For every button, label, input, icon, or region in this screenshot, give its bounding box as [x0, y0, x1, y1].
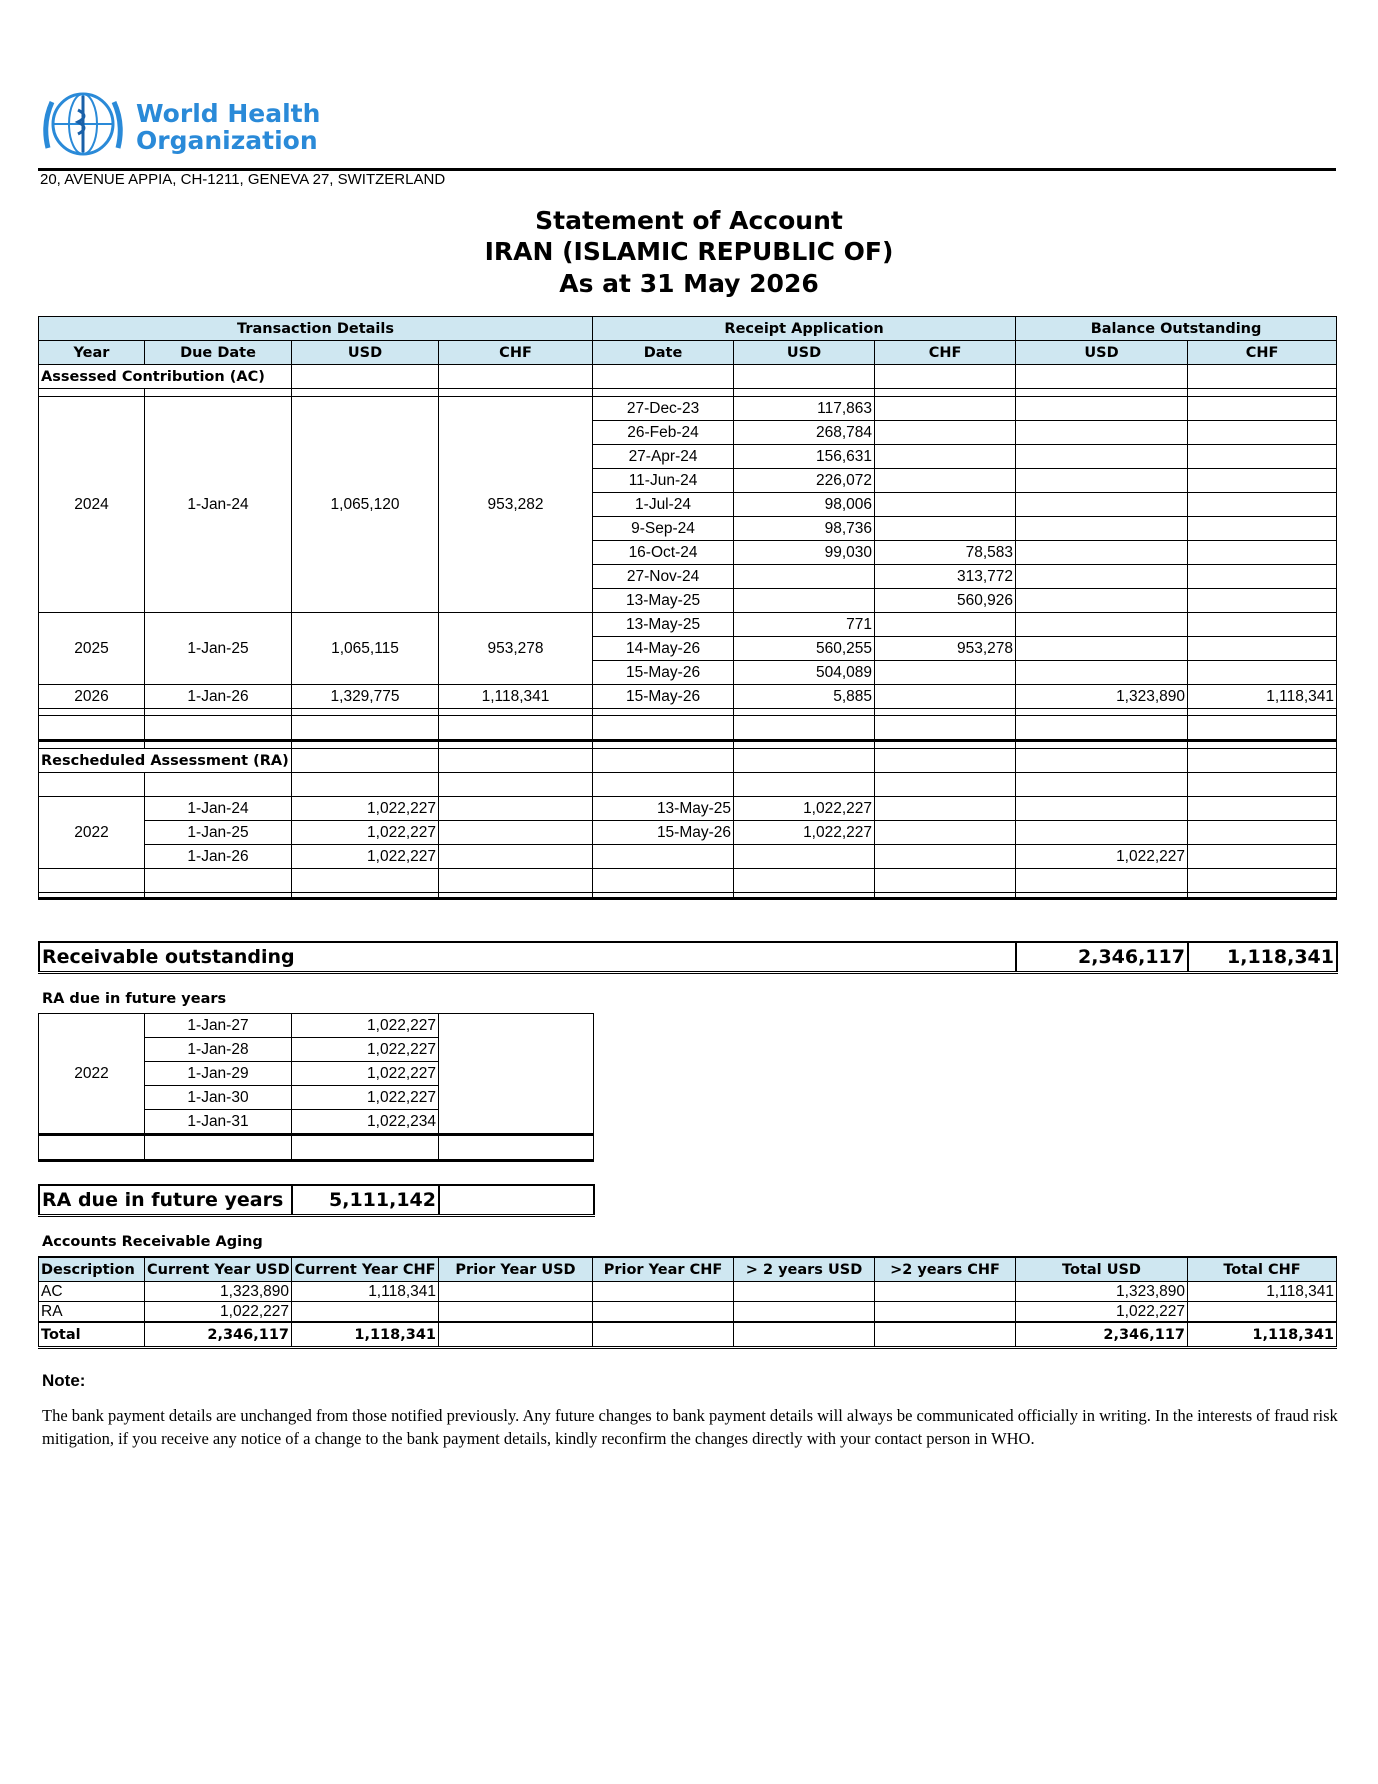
- receipt-chf: [875, 493, 1016, 517]
- assessed-chf-cell: 953,278: [439, 613, 593, 685]
- due-date-cell: 1-Jan-29: [145, 1062, 292, 1086]
- receipt-usd: 1,022,227: [734, 797, 875, 821]
- spacer-row: [39, 389, 1337, 397]
- col-header: Current Year USD: [145, 1257, 292, 1282]
- due-date-cell: 1-Jan-24: [145, 797, 292, 821]
- receipt-chf: [875, 613, 1016, 637]
- receipt-chf: [875, 421, 1016, 445]
- spacer-row: [39, 1135, 594, 1161]
- spacer-row: [39, 893, 1337, 899]
- balance-usd: [1016, 397, 1188, 421]
- receipt-usd: 560,255: [734, 637, 875, 661]
- receipt-usd: [734, 845, 875, 869]
- receipt-date: 16-Oct-24: [593, 541, 734, 565]
- amount-usd: 1,022,227: [292, 1014, 439, 1038]
- address: 20, AVENUE APPIA, CH-1211, GENEVA 27, SWITZERLAND: [40, 171, 446, 188]
- receipt-date: 13-May-25: [593, 613, 734, 637]
- receipt-date: 15-May-26: [593, 661, 734, 685]
- spacer-row: [39, 773, 1337, 797]
- aging-total-cell: [439, 1322, 593, 1348]
- receipt-chf: [875, 445, 1016, 469]
- receipt-usd: [734, 565, 875, 589]
- col-header: Date: [593, 341, 734, 365]
- amount-usd: 1,022,227: [292, 1062, 439, 1086]
- col-header: Description: [39, 1257, 145, 1282]
- col-header: Prior Year CHF: [593, 1257, 734, 1282]
- due-date-cell: 1-Jan-26: [145, 845, 292, 869]
- due-date-cell: 1-Jan-25: [145, 613, 292, 685]
- due-date-cell: 1-Jan-30: [145, 1086, 292, 1110]
- receipt-chf: 953,278: [875, 637, 1016, 661]
- page-title: Statement of Account: [535, 206, 843, 235]
- assessed-usd-cell: 1,329,775: [292, 685, 439, 709]
- country-name: IRAN (ISLAMIC REPUBLIC OF): [484, 237, 894, 266]
- table-row: [39, 397, 1337, 421]
- due-date-cell: 1-Jan-27: [145, 1014, 292, 1038]
- col-header: Current Year CHF: [292, 1257, 439, 1282]
- ra-future-table: [38, 1013, 594, 1162]
- receipt-chf: 313,772: [875, 565, 1016, 589]
- aging-cell: 1,118,341: [1188, 1282, 1337, 1302]
- receivable-outstanding-row: [39, 942, 1337, 973]
- aging-desc: AC: [39, 1282, 145, 1302]
- section-row-ac: [39, 365, 1337, 389]
- receipt-usd: 268,784: [734, 421, 875, 445]
- section-label-ra: Rescheduled Assessment (RA): [39, 749, 292, 773]
- receipt-chf: 78,583: [875, 541, 1016, 565]
- org-name-line2: Organization: [136, 126, 318, 155]
- receipt-chf: 560,926: [875, 589, 1016, 613]
- amount-usd: 1,022,234: [292, 1110, 439, 1135]
- aging-total-cell: 2,346,117: [1016, 1322, 1188, 1348]
- year-cell: 2026: [39, 685, 145, 709]
- receipt-usd: 99,030: [734, 541, 875, 565]
- year-cell: 2022: [39, 797, 145, 869]
- receipt-date: 11-Jun-24: [593, 469, 734, 493]
- col-header: CHF: [439, 341, 593, 365]
- receipt-usd: 5,885: [734, 685, 875, 709]
- ra-future-total-label: RA due in future years: [39, 1185, 292, 1216]
- receipt-date: 15-May-26: [593, 821, 734, 845]
- group-header-row: [39, 317, 1337, 341]
- assessed-usd-cell: 1,022,227: [292, 845, 439, 869]
- assessed-usd-cell: 1,022,227: [292, 797, 439, 821]
- aging-row-ac: [39, 1282, 1337, 1302]
- assessed-chf-cell: 953,282: [439, 397, 593, 613]
- section-row-ra: [39, 749, 1337, 773]
- table-row: [39, 797, 1337, 821]
- receipt-date: 26-Feb-24: [593, 421, 734, 445]
- due-date-cell: 1-Jan-24: [145, 397, 292, 613]
- ra-future-total-table: [38, 1184, 595, 1217]
- ra-future-total-row: [39, 1185, 594, 1216]
- aging-total-label: Total: [39, 1322, 145, 1348]
- note-text: The bank payment details are unchanged from those notified previously. Any future changes to bank payment details will always be communicated officially in writing. In the interests of fraud risk mitigation, if you receive any notice of a change to the bank payment details, kindly reconfirm the changes directly with your contact person in WHO.: [42, 1406, 1338, 1448]
- receipt-date: 27-Dec-23: [593, 397, 734, 421]
- aging-cell: [734, 1282, 875, 1302]
- table-row: [39, 1014, 594, 1038]
- receipt-usd: 98,006: [734, 493, 875, 517]
- col-header: >2 years CHF: [875, 1257, 1016, 1282]
- receipt-date: 13-May-25: [593, 589, 734, 613]
- receipt-usd: 156,631: [734, 445, 875, 469]
- assessed-usd-cell: 1,065,115: [292, 613, 439, 685]
- year-cell: 2024: [39, 397, 145, 613]
- column-header-row: [39, 341, 1337, 365]
- note-title: Note:: [42, 1371, 86, 1390]
- table-row: [39, 821, 1337, 845]
- receivable-label: Receivable outstanding: [39, 942, 1016, 973]
- receipt-date: 9-Sep-24: [593, 517, 734, 541]
- col-header: CHF: [875, 341, 1016, 365]
- balance-chf: 1,118,341: [1188, 685, 1337, 709]
- amount-usd: 1,022,227: [292, 1038, 439, 1062]
- assessed-usd-cell: 1,022,227: [292, 821, 439, 845]
- due-date-cell: 1-Jan-28: [145, 1038, 292, 1062]
- receipt-chf: [875, 661, 1016, 685]
- col-header: > 2 years USD: [734, 1257, 875, 1282]
- receipt-usd: 1,022,227: [734, 821, 875, 845]
- col-header: Due Date: [145, 341, 292, 365]
- table-row: [39, 613, 1337, 637]
- col-header: Total CHF: [1188, 1257, 1337, 1282]
- group-header-balance: Balance Outstanding: [1016, 317, 1337, 341]
- receipt-chf: [875, 517, 1016, 541]
- aging-total-cell: [734, 1322, 875, 1348]
- aging-cell: [292, 1302, 439, 1323]
- receipt-date: 13-May-25: [593, 797, 734, 821]
- aging-cell: [439, 1302, 593, 1323]
- aging-total-cell: 1,118,341: [292, 1322, 439, 1348]
- aging-row-ra: [39, 1302, 1337, 1323]
- aging-table: [38, 1256, 1337, 1349]
- group-header-receipt: Receipt Application: [593, 317, 1016, 341]
- receipt-usd: 771: [734, 613, 875, 637]
- table-row: [39, 685, 1337, 709]
- aging-cell: [593, 1302, 734, 1323]
- aging-label: Accounts Receivable Aging: [42, 1234, 263, 1250]
- aging-total-cell: [593, 1322, 734, 1348]
- receipt-usd: 117,863: [734, 397, 875, 421]
- spacer-row: [39, 716, 1337, 741]
- spacer-row: [39, 741, 1337, 749]
- col-header: USD: [1016, 341, 1188, 365]
- org-name: [136, 100, 320, 154]
- receipt-date: 15-May-26: [593, 685, 734, 709]
- table-row: [39, 845, 1337, 869]
- aging-total-cell: 1,118,341: [1188, 1322, 1337, 1348]
- aging-header-row: [39, 1257, 1337, 1282]
- receipt-chf: [875, 469, 1016, 493]
- aging-cell: 1,022,227: [1016, 1302, 1188, 1323]
- who-emblem-icon: [38, 88, 128, 160]
- col-header: USD: [292, 341, 439, 365]
- due-date-cell: 1-Jan-25: [145, 821, 292, 845]
- amount-usd: 1,022,227: [292, 1086, 439, 1110]
- receipt-date: 1-Jul-24: [593, 493, 734, 517]
- aging-cell: 1,323,890: [145, 1282, 292, 1302]
- receipt-usd: 98,736: [734, 517, 875, 541]
- aging-cell: 1,118,341: [292, 1282, 439, 1302]
- receivable-chf: 1,118,341: [1188, 942, 1337, 973]
- statement-table: [38, 316, 1337, 900]
- aging-total-cell: 2,346,117: [145, 1322, 292, 1348]
- receipt-usd: 226,072: [734, 469, 875, 493]
- aging-cell: [875, 1282, 1016, 1302]
- aging-cell: [593, 1282, 734, 1302]
- receivable-usd: 2,346,117: [1016, 942, 1188, 973]
- receipt-usd: [734, 589, 875, 613]
- balance-usd: [1016, 821, 1188, 845]
- balance-usd: 1,022,227: [1016, 845, 1188, 869]
- receipt-chf: [875, 685, 1016, 709]
- col-header: CHF: [1188, 341, 1337, 365]
- aging-total-cell: [875, 1322, 1016, 1348]
- ra-future-label: RA due in future years: [42, 991, 227, 1007]
- receipt-chf: [875, 397, 1016, 421]
- aging-cell: [439, 1282, 593, 1302]
- col-header: Year: [39, 341, 145, 365]
- col-header: USD: [734, 341, 875, 365]
- receipt-usd: 504,089: [734, 661, 875, 685]
- spacer-row: [39, 869, 1337, 893]
- due-date-cell: 1-Jan-26: [145, 685, 292, 709]
- aging-desc: RA: [39, 1302, 145, 1323]
- section-label-ac: Assessed Contribution (AC): [39, 365, 292, 389]
- balance-usd: 1,323,890: [1016, 685, 1188, 709]
- receivable-outstanding-table: [38, 941, 1338, 974]
- assessed-chf-cell: 1,118,341: [439, 685, 593, 709]
- org-name-line1: World Health: [136, 99, 321, 128]
- aging-cell: 1,323,890: [1016, 1282, 1188, 1302]
- assessed-usd-cell: 1,065,120: [292, 397, 439, 613]
- aging-cell: [875, 1302, 1016, 1323]
- ra-future-total-usd: 5,111,142: [292, 1185, 439, 1216]
- aging-total-row: [39, 1322, 1337, 1348]
- col-header: Prior Year USD: [439, 1257, 593, 1282]
- receipt-date: 14-May-26: [593, 637, 734, 661]
- aging-cell: [734, 1302, 875, 1323]
- balance-usd: [1016, 797, 1188, 821]
- statement-date: As at 31 May 2026: [559, 269, 819, 298]
- aging-cell: [1188, 1302, 1337, 1323]
- receipt-date: [593, 845, 734, 869]
- spacer-row: [39, 709, 1337, 716]
- year-cell: 2022: [39, 1014, 145, 1135]
- group-header-transaction: Transaction Details: [39, 317, 593, 341]
- col-header: Total USD: [1016, 1257, 1188, 1282]
- receipt-date: 27-Nov-24: [593, 565, 734, 589]
- receipt-date: 27-Apr-24: [593, 445, 734, 469]
- year-cell: 2025: [39, 613, 145, 685]
- balance-chf: [1188, 397, 1337, 421]
- aging-cell: 1,022,227: [145, 1302, 292, 1323]
- due-date-cell: 1-Jan-31: [145, 1110, 292, 1135]
